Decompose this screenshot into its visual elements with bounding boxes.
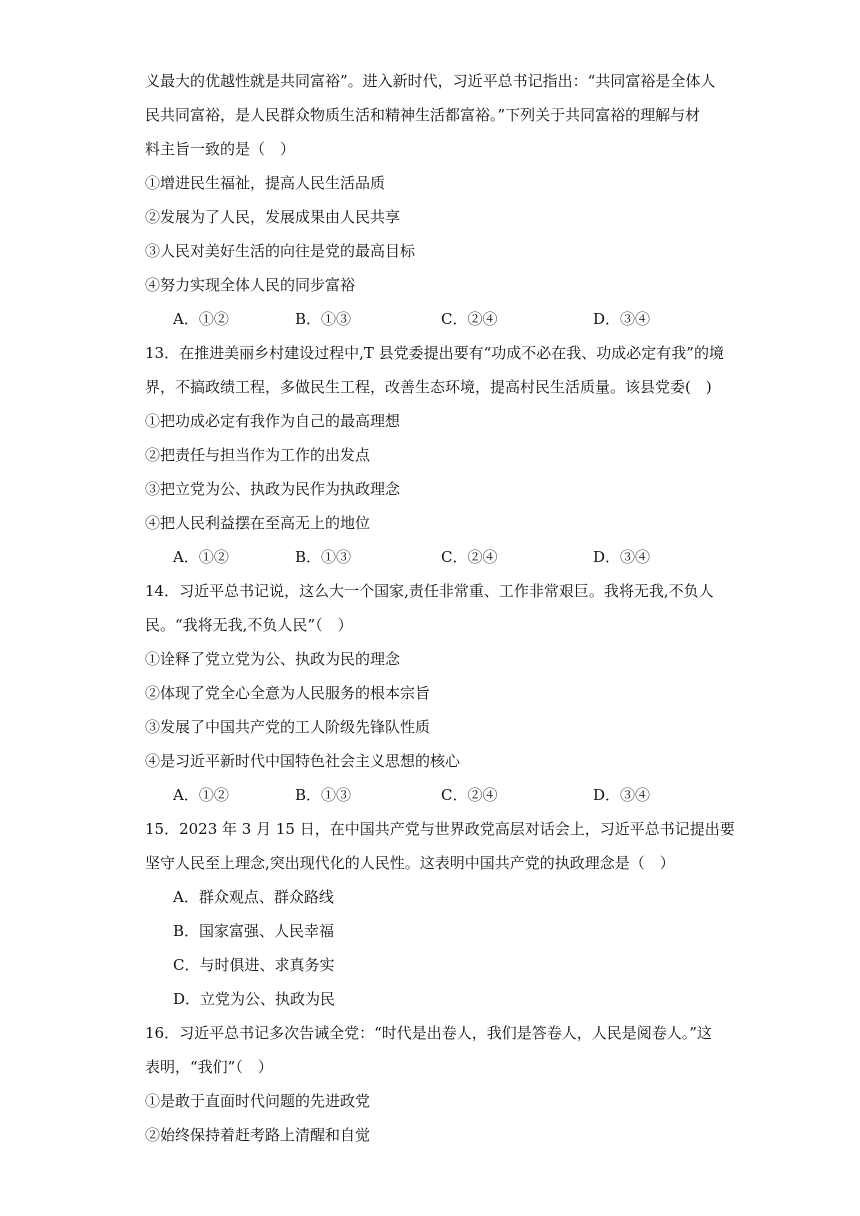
- question-16-statement-2: ②始终保持着赶考路上清醒和自觉: [145, 1126, 371, 1144]
- question-14-statement-3: ③发展了中国共产党的工人阶级先锋队性质: [145, 718, 431, 736]
- option-b[interactable]: B．①③: [295, 786, 352, 804]
- option-d[interactable]: D．③④: [593, 310, 651, 328]
- question-14-text-line-1: 14．习近平总书记说，这么大一个国家,责任非常重、工作非常艰巨。我将无我,不负人: [145, 582, 714, 600]
- question-12-text-line-3: 料主旨一致的是（ ）: [145, 140, 296, 158]
- option-a[interactable]: A．①②: [173, 786, 229, 804]
- question-15-option-c[interactable]: C．与时俱进、求真务实: [173, 956, 335, 974]
- question-12-statement-3: ③人民对美好生活的向往是党的最高目标: [145, 242, 416, 260]
- question-13-statement-1: ①把功成必定有我作为自己的最高理想: [145, 412, 401, 430]
- question-14-statement-1: ①诠释了党立党为公、执政为民的理念: [145, 650, 401, 668]
- question-14-statement-4: ④是习近平新时代中国特色社会主义思想的核心: [145, 752, 461, 770]
- question-16-text-line-2: 表明，“我们”（ ）: [145, 1058, 273, 1076]
- question-12-text-line-2: 民共同富裕，是人民群众物质生活和精神生活都富裕。”下列关于共同富裕的理解与材: [145, 106, 701, 124]
- question-12-statement-1: ①增进民生福祉，提高人民生活品质: [145, 174, 386, 192]
- question-13-statement-2: ②把责任与担当作为工作的出发点: [145, 446, 371, 464]
- question-13-text-line-2: 界，不搞政绩工程，多做民生工程，改善生态环境，提高村民生活质量。该县党委( ): [145, 378, 712, 396]
- question-13-statement-3: ③把立党为公、执政为民作为执政理念: [145, 480, 401, 498]
- option-c[interactable]: C．②④: [441, 548, 498, 566]
- question-15-text-line-2: 坚守人民至上理念,突出现代化的人民性。这表明中国共产党的执政理念是（ ）: [145, 854, 675, 872]
- question-16-statement-1: ①是敢于直面时代问题的先进政党: [145, 1092, 371, 1110]
- question-13-text-line-1: 13．在推进美丽乡村建设过程中,T 县党委提出要有“功成不必在我、功成必定有我”的境: [145, 344, 724, 362]
- question-12-text-line-1: 义最大的优越性就是共同富裕”。进入新时代，习近平总书记指出：“共同富裕是全体人: [145, 72, 716, 90]
- question-15-option-b[interactable]: B．国家富强、人民幸福: [173, 922, 335, 940]
- question-14-statement-2: ②体现了党全心全意为人民服务的根本宗旨: [145, 684, 431, 702]
- question-13-statement-4: ④把人民利益摆在至高无上的地位: [145, 514, 371, 532]
- question-15-option-d[interactable]: D．立党为公、执政为民: [173, 990, 336, 1008]
- question-16-text-line-1: 16．习近平总书记多次告诫全党：“时代是出卷人，我们是答卷人，人民是阅卷人。”这: [145, 1024, 712, 1042]
- option-c[interactable]: C．②④: [441, 310, 498, 328]
- question-12-statement-2: ②发展为了人民，发展成果由人民共享: [145, 208, 401, 226]
- option-a[interactable]: A．①②: [173, 310, 229, 328]
- question-14-text-line-2: 民。“我将无我,不负人民”（ ）: [145, 616, 353, 634]
- question-15-text-line-1: 15．2023 年 3 月 15 日，在中国共产党与世界政党高层对话会上，习近平总书记提出要: [145, 820, 735, 838]
- question-12-statement-4: ④努力实现全体人民的同步富裕: [145, 276, 356, 294]
- option-d[interactable]: D．③④: [593, 786, 651, 804]
- option-a[interactable]: A．①②: [173, 548, 229, 566]
- option-c[interactable]: C．②④: [441, 786, 498, 804]
- option-d[interactable]: D．③④: [593, 548, 651, 566]
- option-b[interactable]: B．①③: [295, 548, 352, 566]
- question-15-option-a[interactable]: A．群众观点、群众路线: [173, 888, 334, 906]
- option-b[interactable]: B．①③: [295, 310, 352, 328]
